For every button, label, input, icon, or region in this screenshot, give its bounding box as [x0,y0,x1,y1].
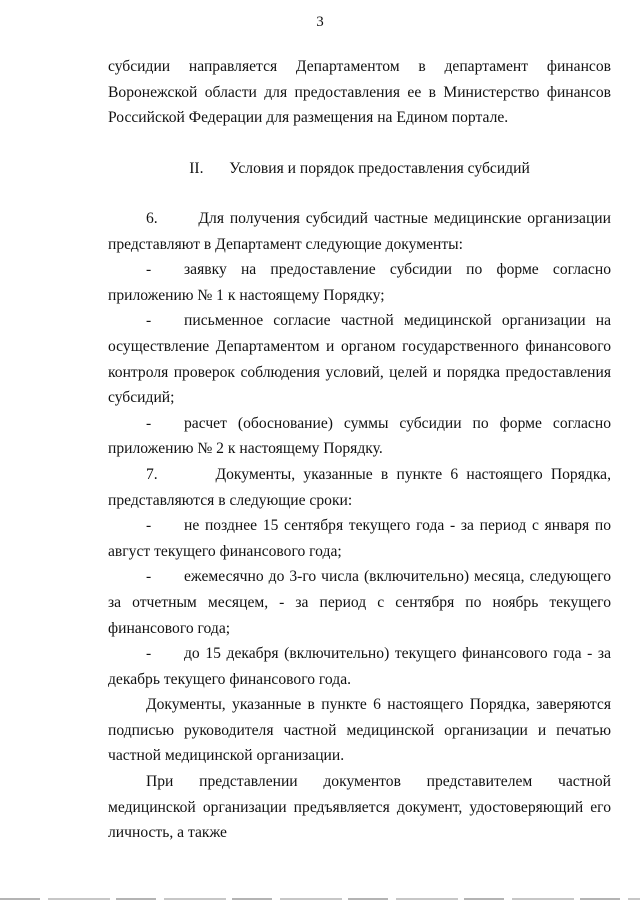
paragraph-6-number: 6. [146,210,158,227]
list-item [108,257,611,308]
list-item-text: письменное согласие частной медицинской организации на осуществление Департаментом и органом государственного финансового контроля проверок соблюдения условий, целей и порядка предоставления субсидий; [108,312,611,407]
paragraph-6-text: Для получения субсидий частные медицинские организации представляют в Департамент следующие документы: [108,210,611,253]
list-item [108,641,611,692]
list-dash: - [146,414,152,432]
list-item-text: расчет (обоснование) суммы субсидии по форме согласно приложению № 2 к настоящему Порядку. [108,414,611,458]
paragraph-7-number: 7. [146,465,158,483]
list-item [108,513,611,564]
list-dash: - [146,261,152,279]
list-item-text: ежемесячно до 3-го числа (включительно) месяца, следующего за отчетным месяцем, - за период с сентября по ноябрь текущего финансового года; [108,568,611,637]
list-item-text: не позднее 15 сентября текущего года - за период с января по август текущего финансового года; [108,517,611,560]
section-body [108,206,611,846]
list-item [108,308,611,410]
paragraph-6 [108,206,611,257]
list-dash: - [146,568,152,586]
list-item-text: до 15 декабря (включительно) текущего финансового года - за декабрь текущего финансового года. [108,645,611,688]
paragraph-7-text: Документы, указанные в пункте 6 настоящего Порядка, представляются в следующие сроки: [108,465,611,509]
page-number: 3 [316,14,324,30]
paragraph-7 [108,462,611,513]
section-heading [108,156,611,182]
list-item [108,564,611,641]
paragraph-certify: Документы, указанные в пункте 6 настоящего Порядка, заверяются подписью руководителя частной медицинской организации и печатью частной медицинской организации. [108,696,611,765]
section-number: II. [189,160,204,177]
scan-edge-line [0,898,640,900]
section-title: Условия и порядок предоставления субсидий [229,160,530,177]
list-dash: - [146,645,152,663]
list-item [108,411,611,462]
list-dash: - [146,312,152,330]
paragraph-present: При представлении документов представителем частной медицинской организации предъявляется документ, удостоверяющий его личность, а также [108,773,611,842]
intro-text: субсидии направляется Департаментом в департамент финансов Воронежской области для предоставления ее в Министерство финансов Российской Федерации для размещения на Едином портале. [108,58,611,127]
intro-paragraph [108,54,611,131]
list-dash: - [146,517,152,535]
list-item-text: заявку на предоставление субсидии по форме согласно приложению № 1 к настоящему Порядку; [108,261,611,304]
